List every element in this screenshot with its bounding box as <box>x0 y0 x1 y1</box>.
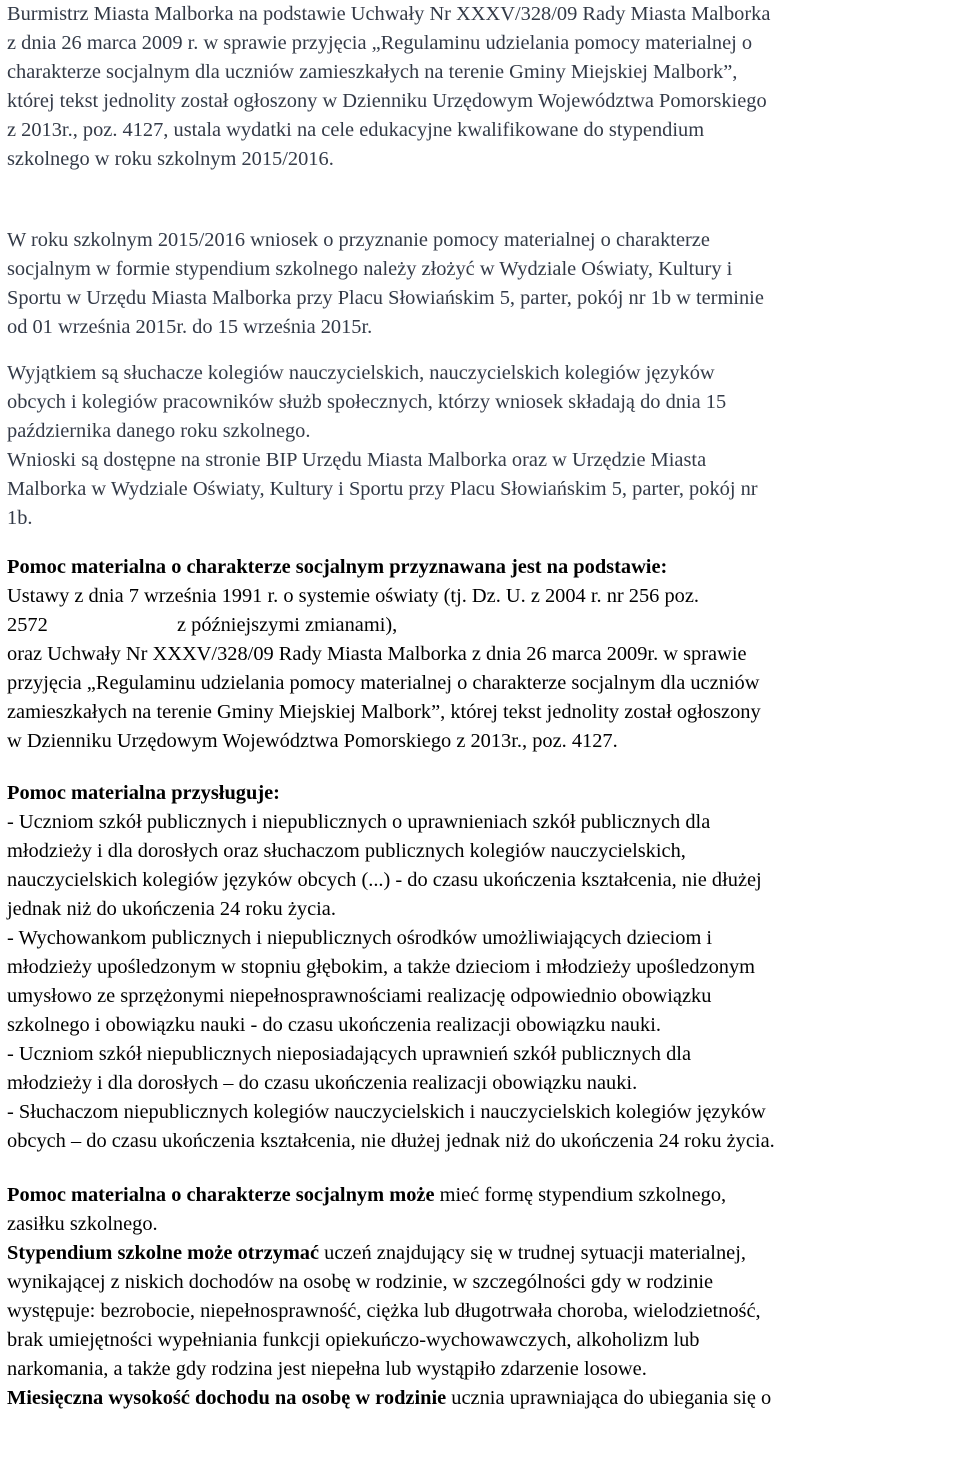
exception-paragraph <box>7 359 957 533</box>
text-line: - Uczniom szkół publicznych i niepublicznych o uprawnieniach szkół publicznych dla <box>7 811 711 833</box>
text-line: przyjęcia „Regulaminu udzielania pomocy materialnej o charakterze socjalnym dla uczniów <box>7 672 760 694</box>
text-line: od 01 września 2015r. do 15 września 2015r. <box>7 316 373 338</box>
text-line: - Wychowankom publicznych i niepublicznych ośrodków umożliwiających dzieciom i <box>7 927 713 949</box>
text-fragment: oraz Uchwały Nr XXXV/328/09 Rady Miasta Malborka z dnia 26 marca 2009r. w sprawie <box>7 643 747 665</box>
text-line <box>7 640 957 669</box>
text-line: której tekst jednolity został ogłoszony w Dzienniku Urzędowym Województwa Pomorskiego <box>7 90 767 112</box>
section-heading: Pomoc materialna przysługuje: <box>7 782 280 804</box>
text-fragment: mieć formę stypendium szkolnego, <box>434 1184 727 1206</box>
text-line: socjalnym w formie stypendium szkolnego należy złożyć w Wydziale Oświaty, Kultury i <box>7 258 733 280</box>
text-fragment: uczeń znajdujący się w trudnej sytuacji materialnej, <box>319 1242 746 1264</box>
text-line <box>7 611 957 640</box>
text-line: zamieszkałych na terenie Gminy Miejskiej Malbork”, której tekst jednolity został ogłoszony <box>7 701 761 723</box>
deadline-paragraph <box>7 226 957 342</box>
text-line: umysłowo ze sprzężonymi niepełnosprawnościami realizację odpowiednio obowiązku <box>7 985 712 1007</box>
section-heading: Pomoc materialna o charakterze socjalnym przyznawana jest na podstawie: <box>7 556 668 578</box>
text-line: zasiłku szkolnego. <box>7 1213 158 1235</box>
text-line: Burmistrz Miasta Malborka na podstawie Uchwały Nr XXXV/328/09 Rady Miasta Malborka <box>7 3 771 25</box>
scholarship-section <box>7 1239 957 1384</box>
text-line: charakterze socjalnym dla uczniów zamieszkałych na terenie Gminy Miejskiej Malbork”, <box>7 61 738 83</box>
document-page <box>7 0 957 1413</box>
text-line: W roku szkolnym 2015/2016 wniosek o przyznanie pomocy materialnej o charakterze <box>7 229 710 251</box>
text-line: października danego roku szkolnego. <box>7 420 311 442</box>
text-line: 1b. <box>7 507 33 529</box>
text-line: młodzieży i dla dorosłych oraz słuchaczom publicznych kolegiów nauczycielskich, <box>7 840 686 862</box>
text-line: szkolnego i obowiązku nauki - do czasu ukończenia realizacji obowiązku nauki. <box>7 1014 661 1036</box>
text-fragment: ucznia uprawniająca do ubiegania się o <box>446 1387 772 1409</box>
aid-forms-section <box>7 1181 957 1239</box>
text-line: szkolnego w roku szkolnym 2015/2016. <box>7 148 334 170</box>
intro-paragraph <box>7 0 957 174</box>
income-section <box>7 1384 957 1413</box>
text-fragment: z późniejszymi zmianami), <box>177 614 398 636</box>
text-line: wynikającej z niskich dochodów na osobę w rodzinie, w szczególności gdy w rodzinie <box>7 1271 714 1293</box>
text-line: Wnioski są dostępne na stronie BIP Urzędu Miasta Malborka oraz w Urzędzie Miasta <box>7 449 707 471</box>
eligibility-section <box>7 779 957 1156</box>
text-line: narkomania, a także gdy rodzina jest niepełna lub wystąpiło zdarzenie losowe. <box>7 1358 647 1380</box>
text-line: - Uczniom szkół niepublicznych nieposiadających uprawnień szkół publicznych dla <box>7 1043 691 1065</box>
text-line: Sportu w Urzędu Miasta Malborka przy Placu Słowiańskim 5, parter, pokój nr 1b w terminie <box>7 287 764 309</box>
text-line: występuje: bezrobocie, niepełnosprawność, ciężka lub długotrwała choroba, wielodzietność, <box>7 1300 761 1322</box>
legal-basis-section <box>7 553 957 756</box>
bold-lead: Miesięczna wysokość dochodu na osobę w rodzinie <box>7 1387 447 1409</box>
text-line: brak umiejętności wypełniania funkcji opiekuńczo-wychowawczych, alkoholizm lub <box>7 1329 700 1351</box>
text-line: jednak niż do ukończenia 24 roku życia. <box>7 898 336 920</box>
text-line <box>7 1239 957 1268</box>
text-line: Malborka w Wydziale Oświaty, Kultury i Sportu przy Placu Słowiańskim 5, parter, pokój nr <box>7 478 758 500</box>
text-line: obcych i kolegiów pracowników służb społecznych, którzy wniosek składają do dnia 15 <box>7 391 727 413</box>
text-line <box>7 1384 957 1413</box>
text-line: Ustawy z dnia 7 września 1991 r. o systemie oświaty (tj. Dz. U. z 2004 r. nr 256 poz. <box>7 585 700 607</box>
text-line: - Słuchaczom niepublicznych kolegiów nauczycielskich i nauczycielskich kolegiów języków <box>7 1101 766 1123</box>
text-line: młodzieży i dla dorosłych – do czasu ukończenia realizacji obowiązku nauki. <box>7 1072 638 1094</box>
text-line: z 2013r., poz. 4127, ustala wydatki na cele edukacyjne kwalifikowane do stypendium <box>7 119 705 141</box>
text-line: Wyjątkiem są słuchacze kolegiów nauczycielskich, nauczycielskich kolegiów języków <box>7 362 715 384</box>
bold-lead: Pomoc materialna o charakterze socjalnym może <box>7 1184 435 1206</box>
text-line: z dnia 26 marca 2009 r. w sprawie przyjęcia „Regulaminu udzielania pomocy materialnej o <box>7 32 753 54</box>
text-fragment: 2572 <box>7 614 48 636</box>
bold-lead: Stypendium szkolne może otrzymać <box>7 1242 320 1264</box>
text-line <box>7 1181 957 1210</box>
text-line: obcych – do czasu ukończenia kształcenia, nie dłużej jednak niż do ukończenia 24 roku życia. <box>7 1130 775 1152</box>
text-line: nauczycielskich kolegiów języków obcych (...) - do czasu ukończenia kształcenia, nie dłużej <box>7 869 762 891</box>
text-line: młodzieży upośledzonym w stopniu głębokim, a także dzieciom i młodzieży upośledzonym <box>7 956 756 978</box>
text-line: w Dzienniku Urzędowym Województwa Pomorskiego z 2013r., poz. 4127. <box>7 730 618 752</box>
